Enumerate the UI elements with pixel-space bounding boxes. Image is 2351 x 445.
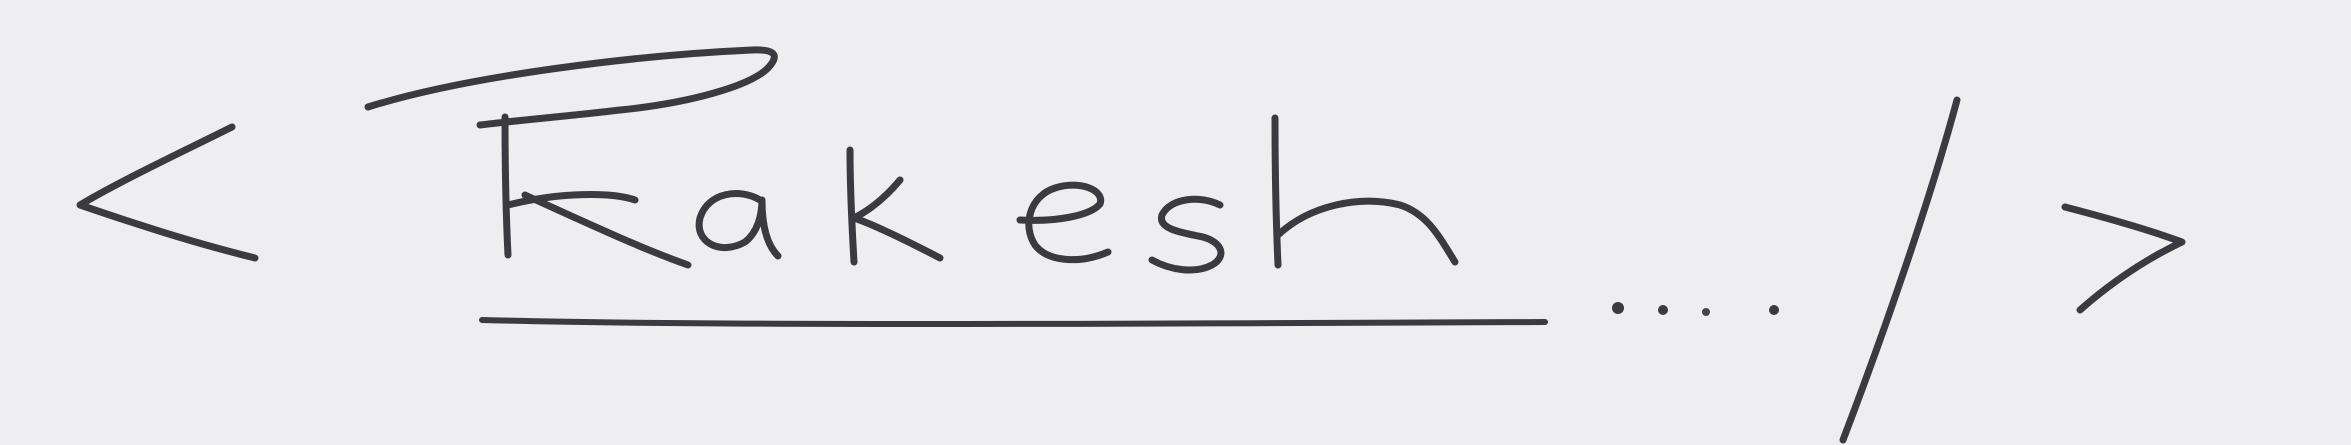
ellipsis-dot-2 (1658, 305, 1668, 315)
letter-h-arch (1278, 201, 1455, 262)
letter-r-leg (525, 195, 688, 265)
name-underline (482, 320, 1545, 324)
letter-s-stroke (1152, 199, 1221, 270)
letter-a-stroke (699, 194, 778, 256)
ellipsis-dot-3 (1702, 308, 1710, 316)
right-angle-bracket-stroke (2065, 207, 2182, 310)
letter-h-stem (1275, 118, 1278, 265)
letter-r-stem (505, 117, 508, 255)
left-angle-bracket-stroke (80, 127, 255, 258)
ellipsis-dot-4 (1769, 305, 1779, 315)
letter-e-stroke (1020, 185, 1108, 259)
slash-stroke (1843, 100, 1957, 440)
letter-r-top-flourish (368, 50, 774, 125)
letter-k-arms (854, 180, 940, 258)
letter-k-stem (850, 150, 854, 262)
ellipsis-dot-1 (1612, 302, 1624, 314)
